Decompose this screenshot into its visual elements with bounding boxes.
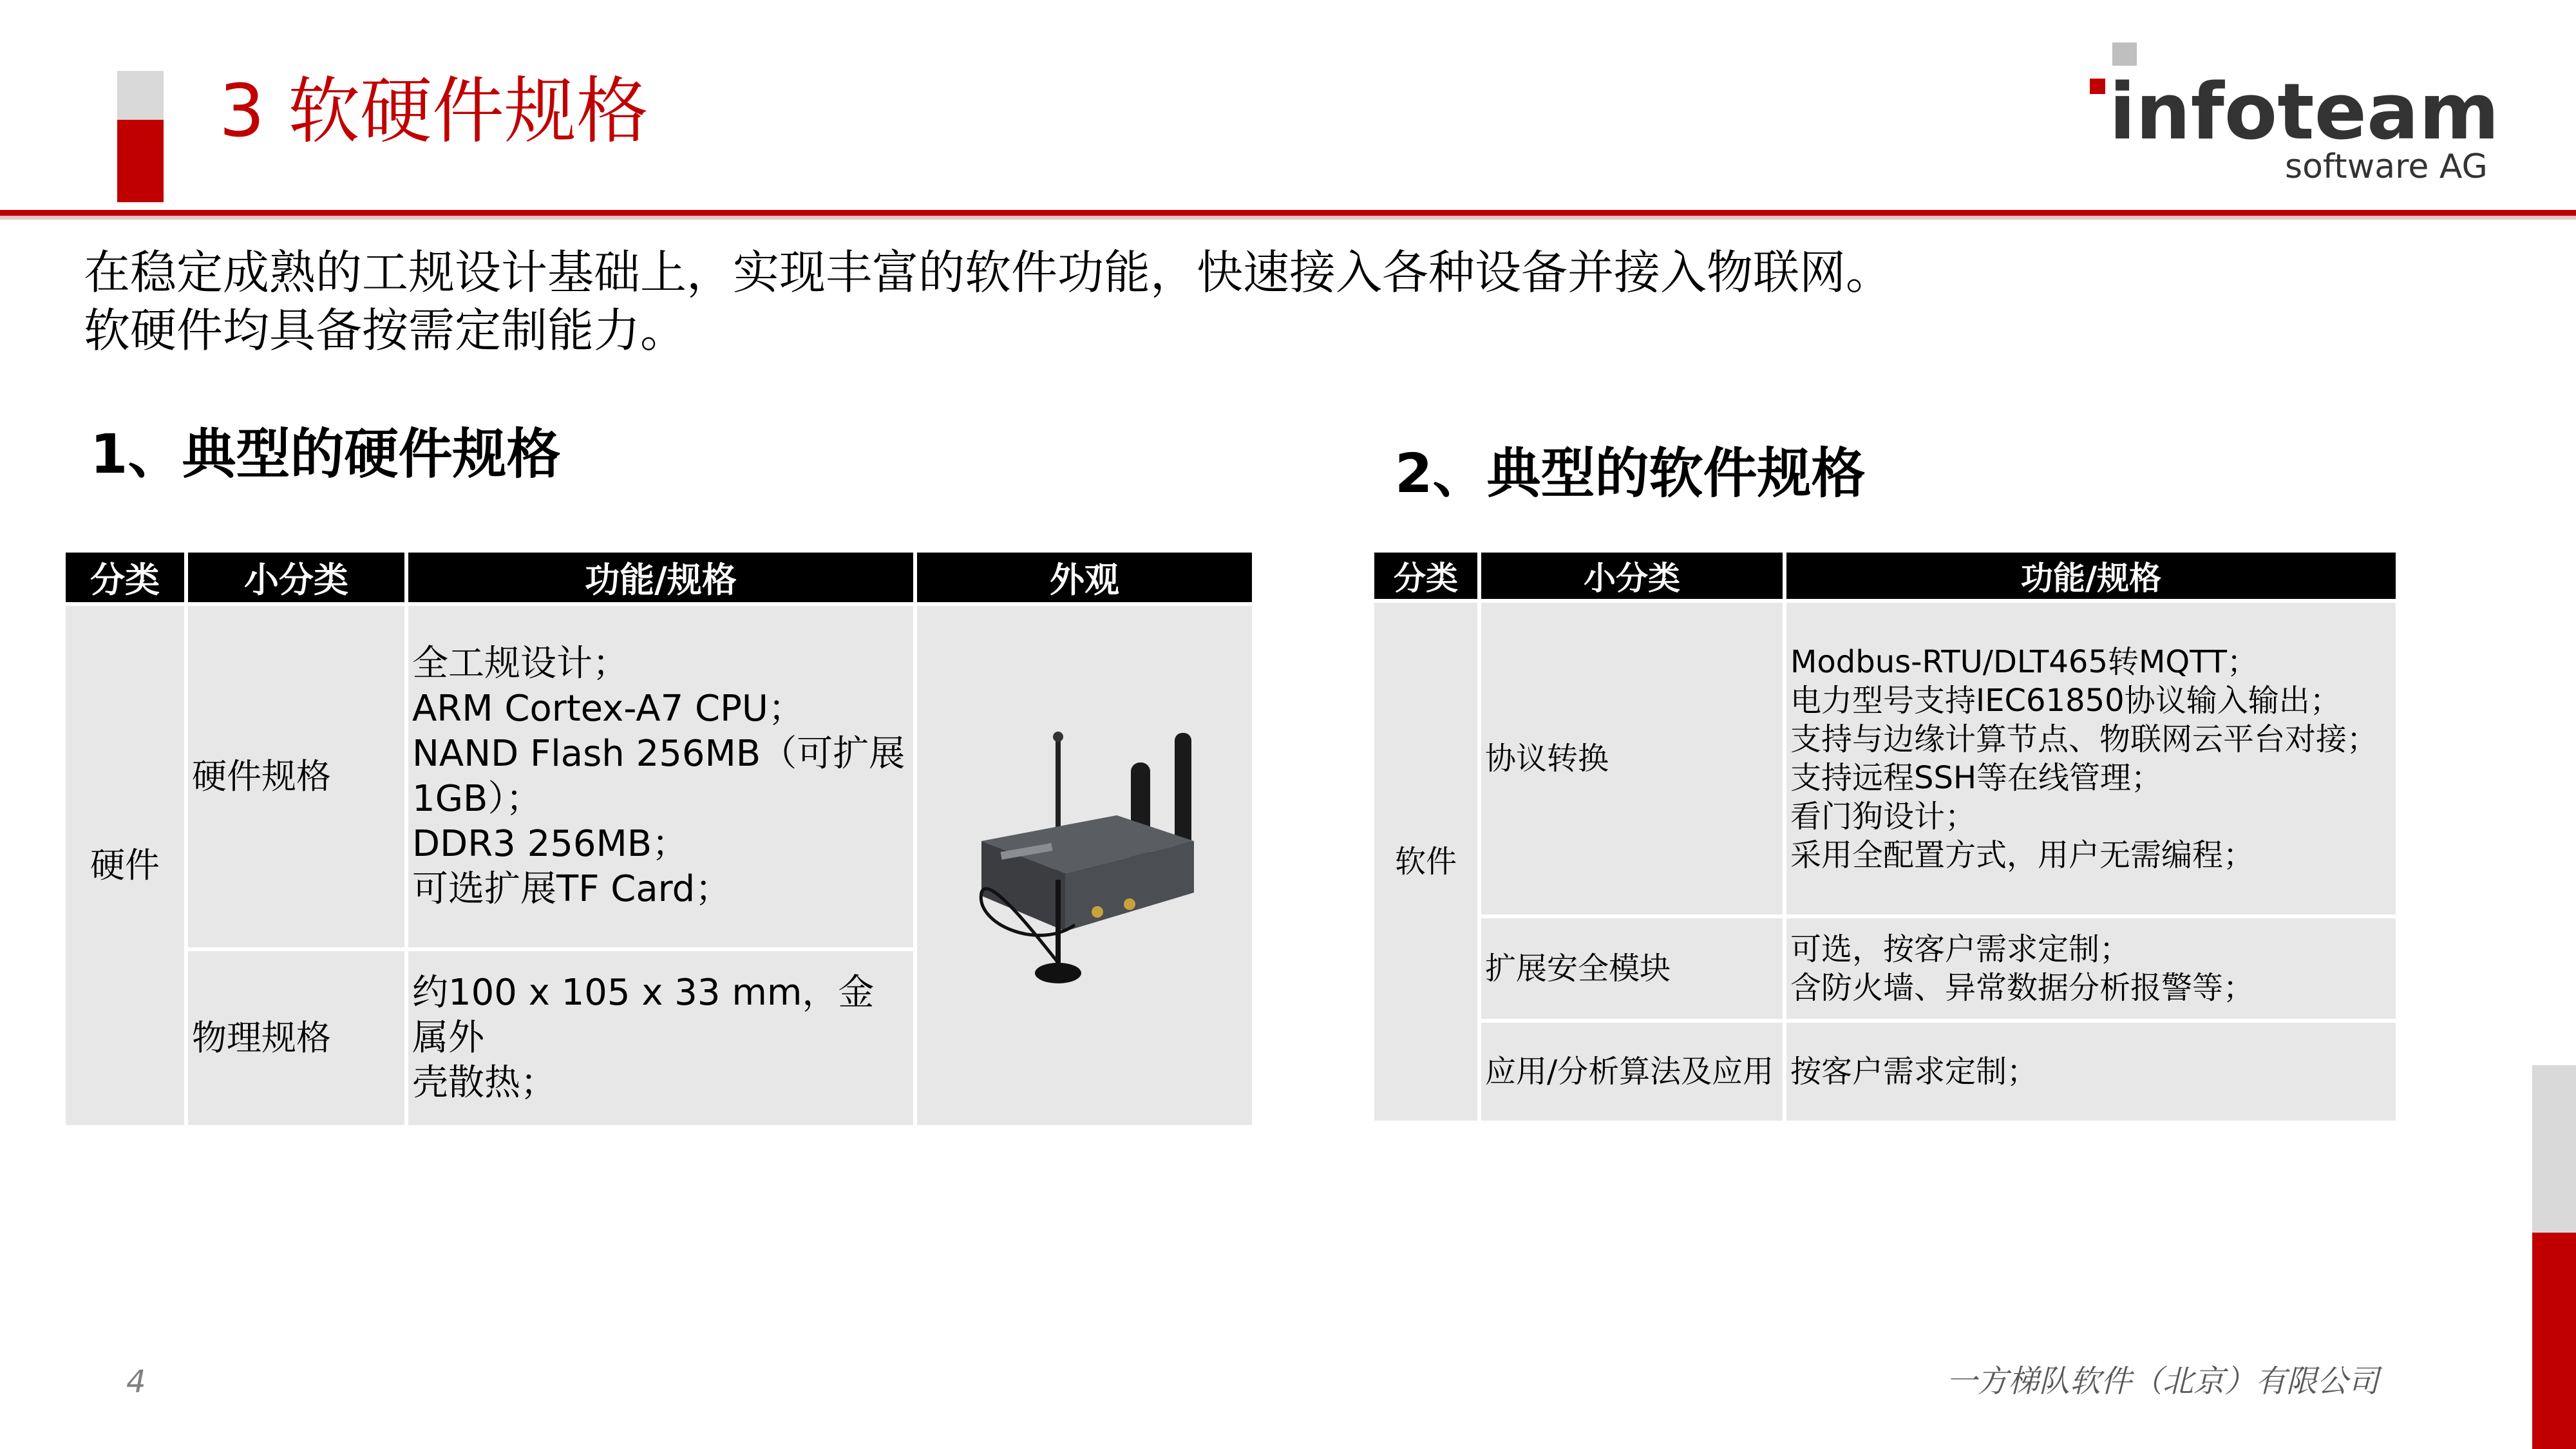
spec-line: ARM Cortex-A7 CPU；: [412, 688, 804, 730]
subcategory-cell: 物理规格: [188, 951, 404, 1125]
subcategory-cell: 应用/分析算法及应用: [1481, 1023, 1783, 1121]
page-number: 4: [126, 1364, 146, 1400]
table-row: [1374, 918, 2396, 1019]
col-header-spec: 功能/规格: [408, 553, 913, 602]
spec-cell: [1786, 1023, 2396, 1121]
table-header-row: [1374, 553, 2396, 599]
intro-line-1: 在稳定成熟的工规设计基础上，实现丰富的软件功能，快速接入各种设备并接入物联网。: [84, 245, 1893, 299]
logo-subline: software AG: [2285, 147, 2488, 186]
gateway-device-image: [962, 719, 1207, 1002]
table-row: [66, 606, 1252, 947]
hardware-spec-table: [62, 549, 1256, 1129]
col-header-category: 分类: [66, 553, 184, 602]
hardware-heading: 1、典型的硬件规格: [90, 422, 561, 486]
subcategory-cell: 协议转换: [1481, 603, 1783, 914]
spec-line: 壳散热；: [412, 1062, 556, 1104]
category-cell: 硬件: [66, 606, 184, 1125]
spec-line: 按客户需求定制；: [1790, 1054, 2038, 1090]
col-header-subcategory: 小分类: [1481, 553, 1783, 599]
software-heading: 2、典型的软件规格: [1395, 442, 1866, 505]
spec-line: 含防火墙、异常数据分析报警等；: [1790, 970, 2255, 1006]
spec-cell: [408, 606, 913, 947]
spec-cell: [1786, 918, 2396, 1019]
spec-line: Modbus-RTU/DLT465转MQTT；: [1790, 644, 2258, 680]
spec-line: DDR3 256MB；: [412, 823, 688, 865]
spec-line: 电力型号支持IEC61850协议输入输出；: [1790, 683, 2341, 719]
spec-line: 全工规设计；: [412, 643, 629, 685]
infoteam-logo: [2080, 39, 2518, 187]
software-spec-table: [1370, 549, 2400, 1124]
logo-wordmark: infoteam: [2109, 68, 2499, 157]
col-header-category: 分类: [1374, 553, 1477, 599]
table-row: [1374, 603, 2396, 914]
spec-line: 支持与边缘计算节点、物联网云平台对接；: [1790, 721, 2378, 757]
edge-accent-gray: [2532, 1065, 2576, 1233]
col-header-subcategory: 小分类: [188, 553, 404, 602]
spec-line: 看门狗设计；: [1790, 799, 1976, 835]
footer-company: 一方梯队软件（北京）有限公司: [1946, 1363, 2380, 1399]
spec-line: 可选，按客户需求定制；: [1790, 931, 2131, 967]
subcategory-cell: 扩展安全模块: [1481, 918, 1783, 1019]
table-header-row: [66, 553, 1252, 602]
header-rule-shadow: [0, 216, 2576, 220]
appearance-cell: [917, 606, 1252, 1125]
col-header-spec: 功能/规格: [1786, 553, 2396, 599]
table-row: [1374, 1023, 2396, 1121]
col-header-appearance: 外观: [917, 553, 1252, 602]
category-cell: 软件: [1374, 603, 1477, 1121]
spec-line: 约100 x 105 x 33 mm，金属外: [412, 972, 875, 1059]
page-title: 3 软硬件规格: [219, 70, 649, 153]
intro-line-2: 软硬件均具备按需定制能力。: [84, 303, 687, 357]
intro-text: [84, 243, 1892, 359]
spec-line: 采用全配置方式，用户无需编程；: [1790, 837, 2255, 873]
header-rule: [0, 210, 2576, 216]
spec-line: NAND Flash 256MB（可扩展: [412, 733, 905, 775]
spec-line: 支持远程SSH等在线管理；: [1790, 760, 2163, 796]
title-accent-red: [117, 120, 164, 202]
antenna-base: [1035, 963, 1081, 983]
edge-accent-red: [2532, 1233, 2576, 1449]
spec-line: 1GB）；: [412, 778, 542, 820]
spec-line: 可选扩展TF Card；: [412, 868, 732, 910]
title-accent-gray: [117, 71, 164, 120]
subcategory-cell: 硬件规格: [188, 606, 404, 947]
spec-cell: [1786, 603, 2396, 914]
spec-cell: [408, 951, 913, 1125]
